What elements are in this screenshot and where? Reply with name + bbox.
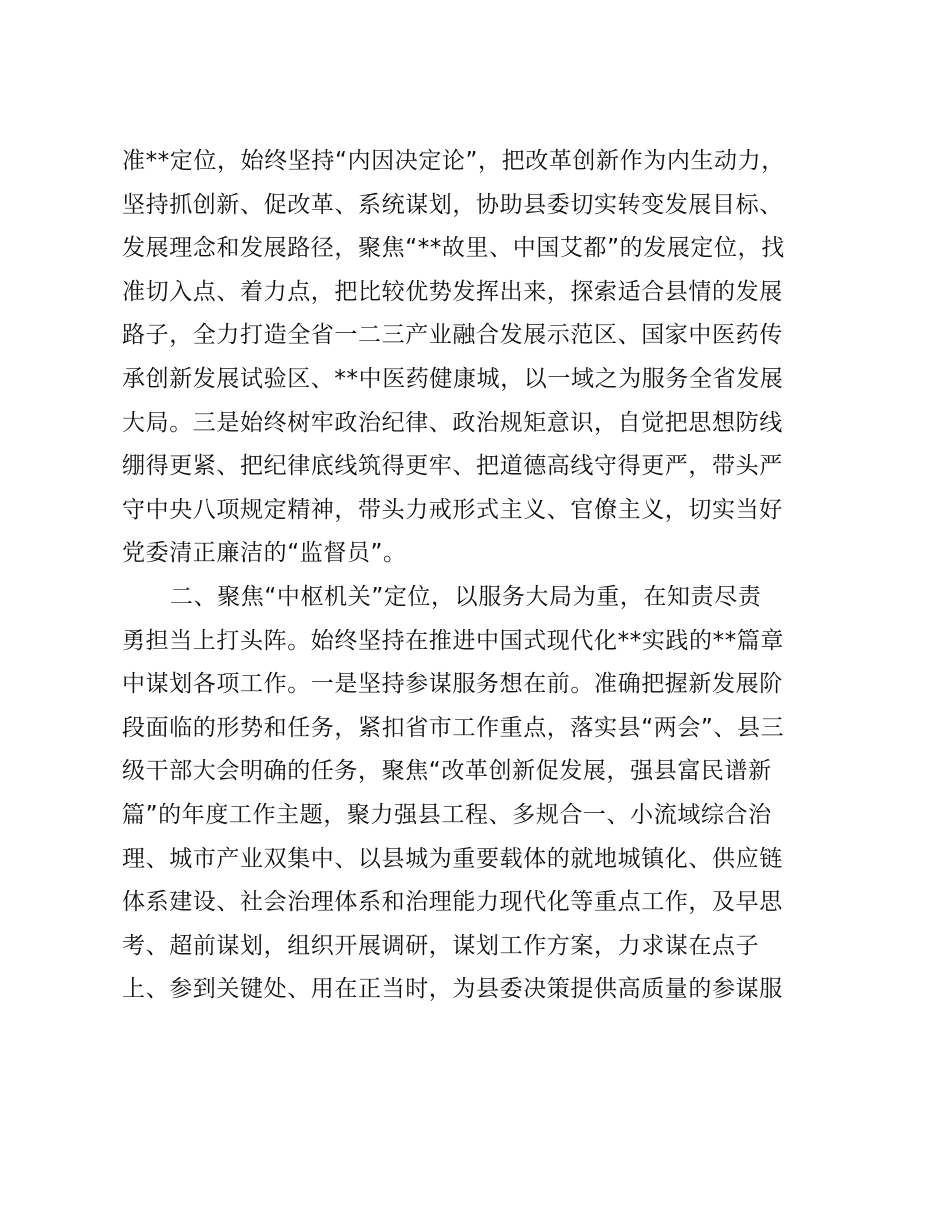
- text-line: 考、超前谋划，组织开展调研，谋划工作方案，力求谋在点子: [122, 932, 760, 959]
- text-line: 体系建设、社会治理体系和治理能力现代化等重点工作，及早思: [122, 889, 783, 916]
- section-heading-line: 二、聚焦“中枢机关”定位，以服务大局为重，在知责尽责: [170, 583, 762, 610]
- text-line: 中谋划各项工作。一是坚持参谋服务想在前。准确把握新发展阶: [122, 671, 783, 698]
- text-line: 级干部大会明确的任务，聚焦“改革创新促发展，强县富民谱新: [122, 758, 772, 785]
- body-text: [122, 140, 822, 1012]
- text-line: 党委清正廉洁的“监督员”。: [122, 540, 407, 567]
- text-line: 绷得更紧、把纪律底线筑得更牢、把道德高线守得更严，带头严: [122, 453, 783, 480]
- text-line: 理、城市产业双集中、以县城为重要载体的就地城镇化、供应链: [122, 845, 783, 872]
- text-line: 准切入点、着力点，把比较优势发挥出来，探索适合县情的发展: [122, 278, 783, 305]
- text-line: 上、参到关键处、用在正当时，为县委决策提供高质量的参谋服: [122, 976, 783, 1003]
- text-line: 段面临的形势和任务，紧扣省市工作重点，落实县“两会”、县三: [122, 714, 785, 741]
- text-line: 承创新发展试验区、**中医药健康城，以一域之为服务全省发展: [122, 365, 784, 392]
- text-line: 坚持抓创新、促改革、系统谋划，协助县委切实转变发展目标、: [122, 191, 783, 218]
- text-line: 准**定位，始终坚持“内因决定论”，把改革创新作为内生动力，: [122, 148, 785, 174]
- text-line: 篇”的年度工作主题，聚力强县工程、多规合一、小流域综合治: [122, 801, 772, 828]
- text-line: 发展理念和发展路径，聚焦“**故里、中国艾都”的发展定位，找: [122, 235, 785, 262]
- text-line: 勇担当上打头阵。始终坚持在推进中国式现代化**实践的**篇章: [122, 627, 784, 654]
- text-line: 大局。三是始终树牢政治纪律、政治规矩意识，自觉把思想防线: [122, 409, 783, 436]
- text-line: 守中央八项规定精神，带头力戒形式主义、官僚主义，切实当好: [122, 496, 783, 523]
- text-line: 路子，全力打造全省一二三产业融合发展示范区、国家中医药传: [122, 322, 783, 349]
